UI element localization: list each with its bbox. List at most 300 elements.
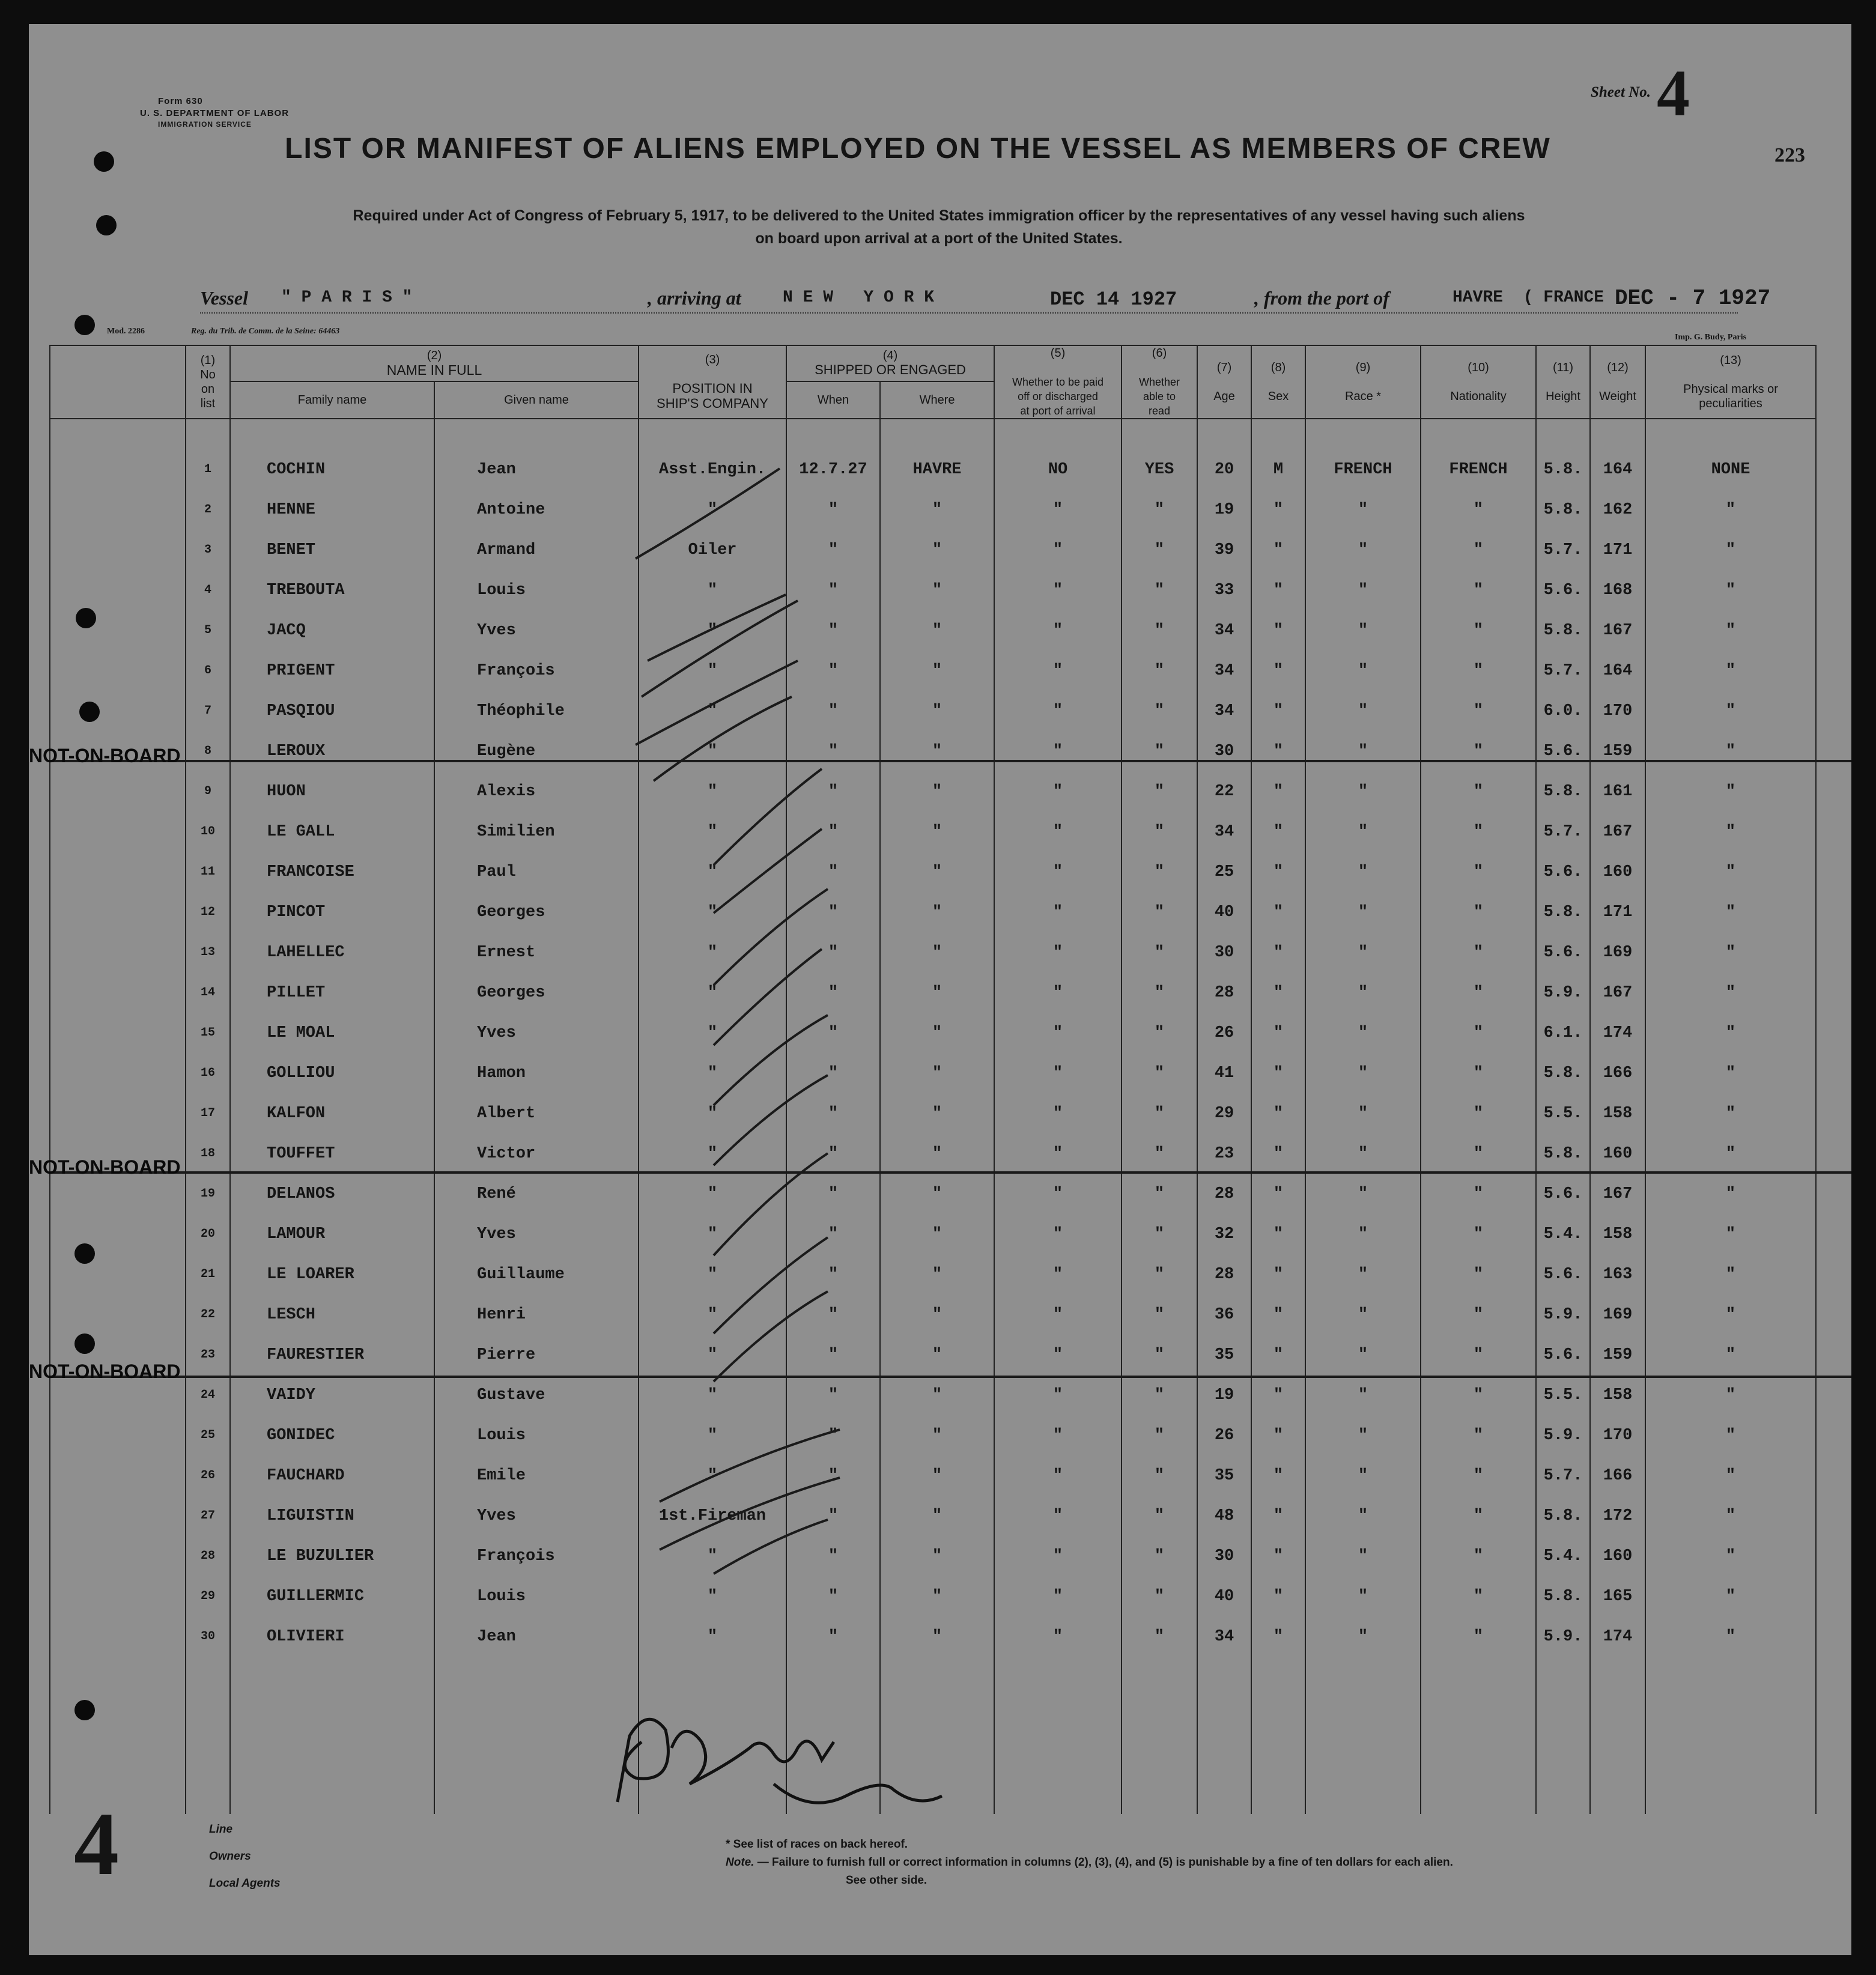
paid-off-cell: " xyxy=(994,812,1122,852)
family-name-cell: LE GALL xyxy=(230,812,434,852)
nationality-cell: " xyxy=(1421,1616,1536,1657)
not-on-board-stamp: NOT-ON-BOARD xyxy=(29,1361,181,1382)
manifest-title: LIST OR MANIFEST OF ALIENS EMPLOYED ON THE VESSEL AS MEMBERS OF CREW xyxy=(285,133,1551,165)
given-name-cell: Jean xyxy=(434,449,639,490)
height-cell: 5.5. xyxy=(1536,1375,1590,1415)
given-name-cell: Georges xyxy=(434,892,639,932)
margin-cell xyxy=(50,570,186,610)
paid-off-cell: " xyxy=(994,610,1122,651)
age-cell: 41 xyxy=(1197,1053,1251,1093)
margin-cell xyxy=(50,490,186,530)
given-name-cell: Louis xyxy=(434,570,639,610)
nationality-cell: " xyxy=(1421,1093,1536,1133)
list-number-cell: 30 xyxy=(186,1616,230,1657)
list-number-cell: 27 xyxy=(186,1496,230,1536)
able-to-read-cell: " xyxy=(1122,651,1197,691)
given-name-cell: Similien xyxy=(434,812,639,852)
race-cell: " xyxy=(1305,1013,1421,1053)
shipped-when-cell: " xyxy=(786,691,880,731)
age-cell: 40 xyxy=(1197,892,1251,932)
list-number-cell: 11 xyxy=(186,852,230,892)
position-cell: " xyxy=(639,852,786,892)
shipped-where-cell: " xyxy=(880,1375,994,1415)
margin-cell xyxy=(50,972,186,1013)
shipped-where-cell: " xyxy=(880,691,994,731)
paid-off-cell: " xyxy=(994,1013,1122,1053)
paid-off-cell: " xyxy=(994,852,1122,892)
weight-cell: 174 xyxy=(1590,1616,1645,1657)
blank-cell xyxy=(1197,1657,1251,1814)
physical-marks-cell: " xyxy=(1645,1576,1816,1616)
position-cell: " xyxy=(639,1053,786,1093)
shipped-where-cell: " xyxy=(880,1053,994,1093)
shipped-when-cell: " xyxy=(786,1053,880,1093)
position-cell: " xyxy=(639,1616,786,1657)
table-row xyxy=(50,771,1816,812)
header-sex: (8) Sex xyxy=(1251,345,1305,419)
able-to-read-cell: " xyxy=(1122,731,1197,771)
shipped-when-cell: " xyxy=(786,1013,880,1053)
header-height: (11) Height xyxy=(1536,345,1590,419)
list-number-cell: 6 xyxy=(186,651,230,691)
shipped-when-cell: " xyxy=(786,490,880,530)
height-cell: 5.8. xyxy=(1536,1496,1590,1536)
family-name-cell: LE BUZULIER xyxy=(230,1536,434,1576)
physical-marks-cell: " xyxy=(1645,570,1816,610)
physical-marks-cell: " xyxy=(1645,1455,1816,1496)
table-row xyxy=(50,1053,1816,1093)
sex-cell: " xyxy=(1251,490,1305,530)
height-cell: 5.8. xyxy=(1536,610,1590,651)
table-row xyxy=(50,1174,1816,1214)
paid-off-cell: " xyxy=(994,1576,1122,1616)
paid-off-cell: " xyxy=(994,1174,1122,1214)
shipped-when-cell: " xyxy=(786,1536,880,1576)
margin-cell xyxy=(50,651,186,691)
shipped-where-cell: " xyxy=(880,731,994,771)
sex-cell: " xyxy=(1251,1294,1305,1335)
nationality-cell: " xyxy=(1421,1335,1536,1375)
shipped-where-cell: " xyxy=(880,1616,994,1657)
margin-cell xyxy=(50,1294,186,1335)
weight-cell: 160 xyxy=(1590,1536,1645,1576)
position-cell: " xyxy=(639,1415,786,1455)
punch-hole xyxy=(94,151,114,172)
height-cell: 5.8. xyxy=(1536,771,1590,812)
paid-off-cell: " xyxy=(994,892,1122,932)
able-to-read-cell: " xyxy=(1122,1616,1197,1657)
list-number-cell: 5 xyxy=(186,610,230,651)
age-cell: 34 xyxy=(1197,610,1251,651)
margin-cell xyxy=(50,1576,186,1616)
list-number-cell: 16 xyxy=(186,1053,230,1093)
paid-off-cell: " xyxy=(994,1093,1122,1133)
margin-cell xyxy=(50,1616,186,1657)
physical-marks-cell: " xyxy=(1645,812,1816,852)
nationality-cell: " xyxy=(1421,972,1536,1013)
given-name-cell: Henri xyxy=(434,1294,639,1335)
margin-cell xyxy=(50,530,186,570)
race-cell: " xyxy=(1305,1093,1421,1133)
header-paid-off: (5) Whether to be paid off or discharged at port of arrival xyxy=(994,345,1122,419)
paid-off-cell: " xyxy=(994,570,1122,610)
sex-cell: " xyxy=(1251,1093,1305,1133)
family-name-cell: LEROUX xyxy=(230,731,434,771)
sex-cell: " xyxy=(1251,570,1305,610)
shipped-when-cell: " xyxy=(786,731,880,771)
sex-cell: " xyxy=(1251,610,1305,651)
shipped-when-cell: " xyxy=(786,892,880,932)
physical-marks-cell: " xyxy=(1645,1294,1816,1335)
physical-marks-cell: " xyxy=(1645,1536,1816,1576)
family-name-cell: LE MOAL xyxy=(230,1013,434,1053)
margin-cell xyxy=(50,892,186,932)
sex-cell: " xyxy=(1251,1335,1305,1375)
not-on-board-stamp: NOT-ON-BOARD xyxy=(29,745,181,766)
height-cell: 5.4. xyxy=(1536,1214,1590,1254)
sex-cell: " xyxy=(1251,731,1305,771)
family-name-cell: HUON xyxy=(230,771,434,812)
table-row xyxy=(50,1375,1816,1415)
weight-cell: 158 xyxy=(1590,1093,1645,1133)
age-cell: 28 xyxy=(1197,1174,1251,1214)
able-to-read-cell: " xyxy=(1122,490,1197,530)
physical-marks-cell: " xyxy=(1645,691,1816,731)
header-when: When xyxy=(786,381,880,419)
shipped-where-cell: " xyxy=(880,530,994,570)
sheet-number: 4 xyxy=(1657,56,1690,130)
race-cell: " xyxy=(1305,932,1421,972)
able-to-read-cell: " xyxy=(1122,1053,1197,1093)
paid-off-cell: " xyxy=(994,1214,1122,1254)
list-number-cell: 18 xyxy=(186,1133,230,1174)
height-cell: 5.7. xyxy=(1536,530,1590,570)
sheet-label: Sheet No. xyxy=(1591,84,1651,100)
weight-cell: 169 xyxy=(1590,932,1645,972)
table-row xyxy=(50,1415,1816,1455)
list-number-cell: 23 xyxy=(186,1335,230,1375)
sex-cell: " xyxy=(1251,812,1305,852)
nationality-cell: " xyxy=(1421,892,1536,932)
given-name-cell: Emile xyxy=(434,1455,639,1496)
physical-marks-cell: " xyxy=(1645,1496,1816,1536)
race-cell: " xyxy=(1305,731,1421,771)
age-cell: 36 xyxy=(1197,1294,1251,1335)
age-cell: 30 xyxy=(1197,731,1251,771)
able-to-read-cell: " xyxy=(1122,1133,1197,1174)
age-cell: 23 xyxy=(1197,1133,1251,1174)
header-where: Where xyxy=(880,381,994,419)
able-to-read-cell: " xyxy=(1122,1375,1197,1415)
paid-off-cell: " xyxy=(994,691,1122,731)
nationality-cell: " xyxy=(1421,1254,1536,1294)
position-cell: " xyxy=(639,1254,786,1294)
nationality-cell: " xyxy=(1421,1576,1536,1616)
family-name-cell: PINCOT xyxy=(230,892,434,932)
sex-cell: " xyxy=(1251,852,1305,892)
position-cell: " xyxy=(639,771,786,812)
weight-cell: 158 xyxy=(1590,1214,1645,1254)
paid-off-cell: " xyxy=(994,1053,1122,1093)
position-cell: " xyxy=(639,1174,786,1214)
given-name-cell: Eugène xyxy=(434,731,639,771)
able-to-read-cell: " xyxy=(1122,1455,1197,1496)
margin-cell xyxy=(50,1053,186,1093)
able-to-read-cell: " xyxy=(1122,932,1197,972)
position-cell: " xyxy=(639,1536,786,1576)
nationality-cell: " xyxy=(1421,490,1536,530)
list-number-cell: 2 xyxy=(186,490,230,530)
nationality-cell: " xyxy=(1421,1013,1536,1053)
list-number-cell: 20 xyxy=(186,1214,230,1254)
weight-cell: 165 xyxy=(1590,1576,1645,1616)
physical-marks-cell: " xyxy=(1645,771,1816,812)
shipped-where-cell: " xyxy=(880,1576,994,1616)
physical-marks-cell: " xyxy=(1645,1616,1816,1657)
table-row xyxy=(50,610,1816,651)
shipped-where-cell: " xyxy=(880,1254,994,1294)
list-number-cell: 9 xyxy=(186,771,230,812)
shipped-where-cell: " xyxy=(880,1455,994,1496)
weight-cell: 170 xyxy=(1590,1415,1645,1455)
departure-date: DEC - 7 1927 xyxy=(1615,286,1771,311)
list-number-cell: 3 xyxy=(186,530,230,570)
sex-cell: " xyxy=(1251,972,1305,1013)
position-cell: " xyxy=(639,691,786,731)
list-number-cell: 17 xyxy=(186,1093,230,1133)
age-cell: 19 xyxy=(1197,1375,1251,1415)
height-cell: 5.6. xyxy=(1536,731,1590,771)
shipped-when-cell: " xyxy=(786,1294,880,1335)
paid-off-cell: " xyxy=(994,1455,1122,1496)
position-cell: " xyxy=(639,932,786,972)
family-name-cell: HENNE xyxy=(230,490,434,530)
see-other-side: See other side. xyxy=(846,1874,927,1887)
family-name-cell: LAHELLEC xyxy=(230,932,434,972)
margin-cell xyxy=(50,932,186,972)
shipped-where-cell: " xyxy=(880,1013,994,1053)
able-to-read-cell: " xyxy=(1122,1496,1197,1536)
table-row xyxy=(50,1496,1816,1536)
family-name-cell: GOLLIOU xyxy=(230,1053,434,1093)
height-cell: 5.6. xyxy=(1536,570,1590,610)
nationality-cell: " xyxy=(1421,691,1536,731)
service-name: IMMIGRATION SERVICE xyxy=(158,120,252,129)
nationality-cell: " xyxy=(1421,1496,1536,1536)
age-cell: 35 xyxy=(1197,1335,1251,1375)
margin-cell xyxy=(50,1013,186,1053)
sex-cell: " xyxy=(1251,1053,1305,1093)
position-cell: " xyxy=(639,731,786,771)
paid-off-cell: " xyxy=(994,1415,1122,1455)
height-cell: 5.8. xyxy=(1536,490,1590,530)
line-label: Line xyxy=(209,1823,233,1836)
shipped-when-cell: " xyxy=(786,1133,880,1174)
position-cell: " xyxy=(639,610,786,651)
nationality-cell: " xyxy=(1421,932,1536,972)
race-cell: " xyxy=(1305,490,1421,530)
height-cell: 5.6. xyxy=(1536,932,1590,972)
age-cell: 39 xyxy=(1197,530,1251,570)
shipped-when-cell: " xyxy=(786,570,880,610)
table-row xyxy=(50,852,1816,892)
blank-cell xyxy=(1251,1657,1305,1814)
family-name-cell: VAIDY xyxy=(230,1375,434,1415)
given-name-cell: Paul xyxy=(434,852,639,892)
age-cell: 34 xyxy=(1197,812,1251,852)
list-number-cell: 13 xyxy=(186,932,230,972)
table-row xyxy=(50,1294,1816,1335)
margin-cell xyxy=(50,1415,186,1455)
position-cell: " xyxy=(639,1375,786,1415)
header-shipped-engaged: (4) SHIPPED OR ENGAGED xyxy=(786,345,994,381)
age-cell: 33 xyxy=(1197,570,1251,610)
given-name-cell: Pierre xyxy=(434,1335,639,1375)
weight-cell: 160 xyxy=(1590,852,1645,892)
shipped-when-cell: " xyxy=(786,1214,880,1254)
blank-cell xyxy=(994,1657,1122,1814)
physical-marks-cell: " xyxy=(1645,972,1816,1013)
race-cell: " xyxy=(1305,972,1421,1013)
shipped-where-cell: " xyxy=(880,1214,994,1254)
position-cell: " xyxy=(639,1093,786,1133)
list-number-cell: 12 xyxy=(186,892,230,932)
age-cell: 26 xyxy=(1197,1415,1251,1455)
nationality-cell: " xyxy=(1421,530,1536,570)
list-number-cell: 14 xyxy=(186,972,230,1013)
shipped-where-cell: " xyxy=(880,812,994,852)
table-row xyxy=(50,1214,1816,1254)
shipped-when-cell: " xyxy=(786,1093,880,1133)
race-cell: " xyxy=(1305,1174,1421,1214)
given-name-cell: Armand xyxy=(434,530,639,570)
given-name-cell: Gustave xyxy=(434,1375,639,1415)
header-age: (7) Age xyxy=(1197,345,1251,419)
table-row xyxy=(50,932,1816,972)
table-row xyxy=(50,1455,1816,1496)
given-name-cell: Georges xyxy=(434,972,639,1013)
race-cell: " xyxy=(1305,570,1421,610)
blank-cell xyxy=(1645,1657,1816,1814)
table-row xyxy=(50,1013,1816,1053)
sex-cell: " xyxy=(1251,1133,1305,1174)
header-position: (3) POSITION IN SHIP'S COMPANY xyxy=(639,345,786,419)
table-row xyxy=(50,530,1816,570)
table-row xyxy=(50,812,1816,852)
family-name-cell: PRIGENT xyxy=(230,651,434,691)
given-name-cell: Hamon xyxy=(434,1053,639,1093)
age-cell: 34 xyxy=(1197,691,1251,731)
able-to-read-cell: " xyxy=(1122,1254,1197,1294)
family-name-cell: BENET xyxy=(230,530,434,570)
weight-cell: 168 xyxy=(1590,570,1645,610)
list-number-cell: 8 xyxy=(186,731,230,771)
nationality-cell: " xyxy=(1421,1375,1536,1415)
margin-column-header xyxy=(50,345,186,419)
given-name-cell: Antoine xyxy=(434,490,639,530)
able-to-read-cell: " xyxy=(1122,852,1197,892)
crew-table xyxy=(49,345,1817,1814)
age-cell: 48 xyxy=(1197,1496,1251,1536)
physical-marks-cell: " xyxy=(1645,1214,1816,1254)
family-name-cell: KALFON xyxy=(230,1093,434,1133)
family-name-cell: PILLET xyxy=(230,972,434,1013)
list-number-cell: 29 xyxy=(186,1576,230,1616)
nationality-cell: " xyxy=(1421,1053,1536,1093)
table-row xyxy=(50,1536,1816,1576)
margin-cell xyxy=(50,852,186,892)
shipped-where-cell: " xyxy=(880,1536,994,1576)
able-to-read-cell: " xyxy=(1122,771,1197,812)
family-name-cell: JACQ xyxy=(230,610,434,651)
age-cell: 30 xyxy=(1197,932,1251,972)
shipped-where-cell: " xyxy=(880,892,994,932)
list-number-cell: 15 xyxy=(186,1013,230,1053)
family-name-cell: LESCH xyxy=(230,1294,434,1335)
sex-cell: " xyxy=(1251,1214,1305,1254)
paid-off-cell: " xyxy=(994,1536,1122,1576)
table-row xyxy=(50,892,1816,932)
paid-off-cell: " xyxy=(994,490,1122,530)
owners-label: Owners xyxy=(209,1850,251,1863)
race-cell: " xyxy=(1305,1053,1421,1093)
shipped-where-cell: " xyxy=(880,932,994,972)
header-name-in-full: (2) NAME IN FULL xyxy=(230,345,639,381)
margin-cell xyxy=(50,691,186,731)
list-number-cell: 1 xyxy=(186,449,230,490)
shipped-where-cell: " xyxy=(880,1174,994,1214)
position-cell: " xyxy=(639,1013,786,1053)
family-name-cell: LAMOUR xyxy=(230,1214,434,1254)
height-cell: 5.7. xyxy=(1536,812,1590,852)
header-race: (9) Race * xyxy=(1305,345,1421,419)
race-cell: " xyxy=(1305,530,1421,570)
paid-off-cell: " xyxy=(994,1254,1122,1294)
punch-hole xyxy=(74,315,95,335)
given-name-cell: Albert xyxy=(434,1093,639,1133)
height-cell: 5.5. xyxy=(1536,1093,1590,1133)
table-row xyxy=(50,490,1816,530)
height-cell: 5.9. xyxy=(1536,1294,1590,1335)
height-cell: 5.8. xyxy=(1536,449,1590,490)
given-name-cell: Alexis xyxy=(434,771,639,812)
strike-line xyxy=(49,1376,1851,1378)
list-number-cell: 22 xyxy=(186,1294,230,1335)
blank-cell xyxy=(50,1657,186,1814)
given-name-cell: François xyxy=(434,1536,639,1576)
nationality-cell: " xyxy=(1421,771,1536,812)
paid-off-cell: " xyxy=(994,651,1122,691)
age-cell: 40 xyxy=(1197,1576,1251,1616)
strike-line xyxy=(49,1171,1851,1174)
family-name-cell: LE LOARER xyxy=(230,1254,434,1294)
weight-cell: 169 xyxy=(1590,1294,1645,1335)
paid-off-cell: " xyxy=(994,972,1122,1013)
race-cell: " xyxy=(1305,1254,1421,1294)
age-cell: 30 xyxy=(1197,1536,1251,1576)
shipped-when-cell: 12.7.27 xyxy=(786,449,880,490)
weight-cell: 166 xyxy=(1590,1053,1645,1093)
not-on-board-stamp: NOT-ON-BOARD xyxy=(29,1156,181,1178)
arrival-port: N E W Y O R K xyxy=(783,288,935,307)
page-number: 223 xyxy=(1774,144,1805,166)
shipped-where-cell: " xyxy=(880,570,994,610)
height-cell: 5.7. xyxy=(1536,651,1590,691)
family-name-cell: FAURESTIER xyxy=(230,1335,434,1375)
nationality-cell: " xyxy=(1421,1174,1536,1214)
position-cell: " xyxy=(639,1455,786,1496)
model-number: Mod. 2286 xyxy=(107,327,145,336)
